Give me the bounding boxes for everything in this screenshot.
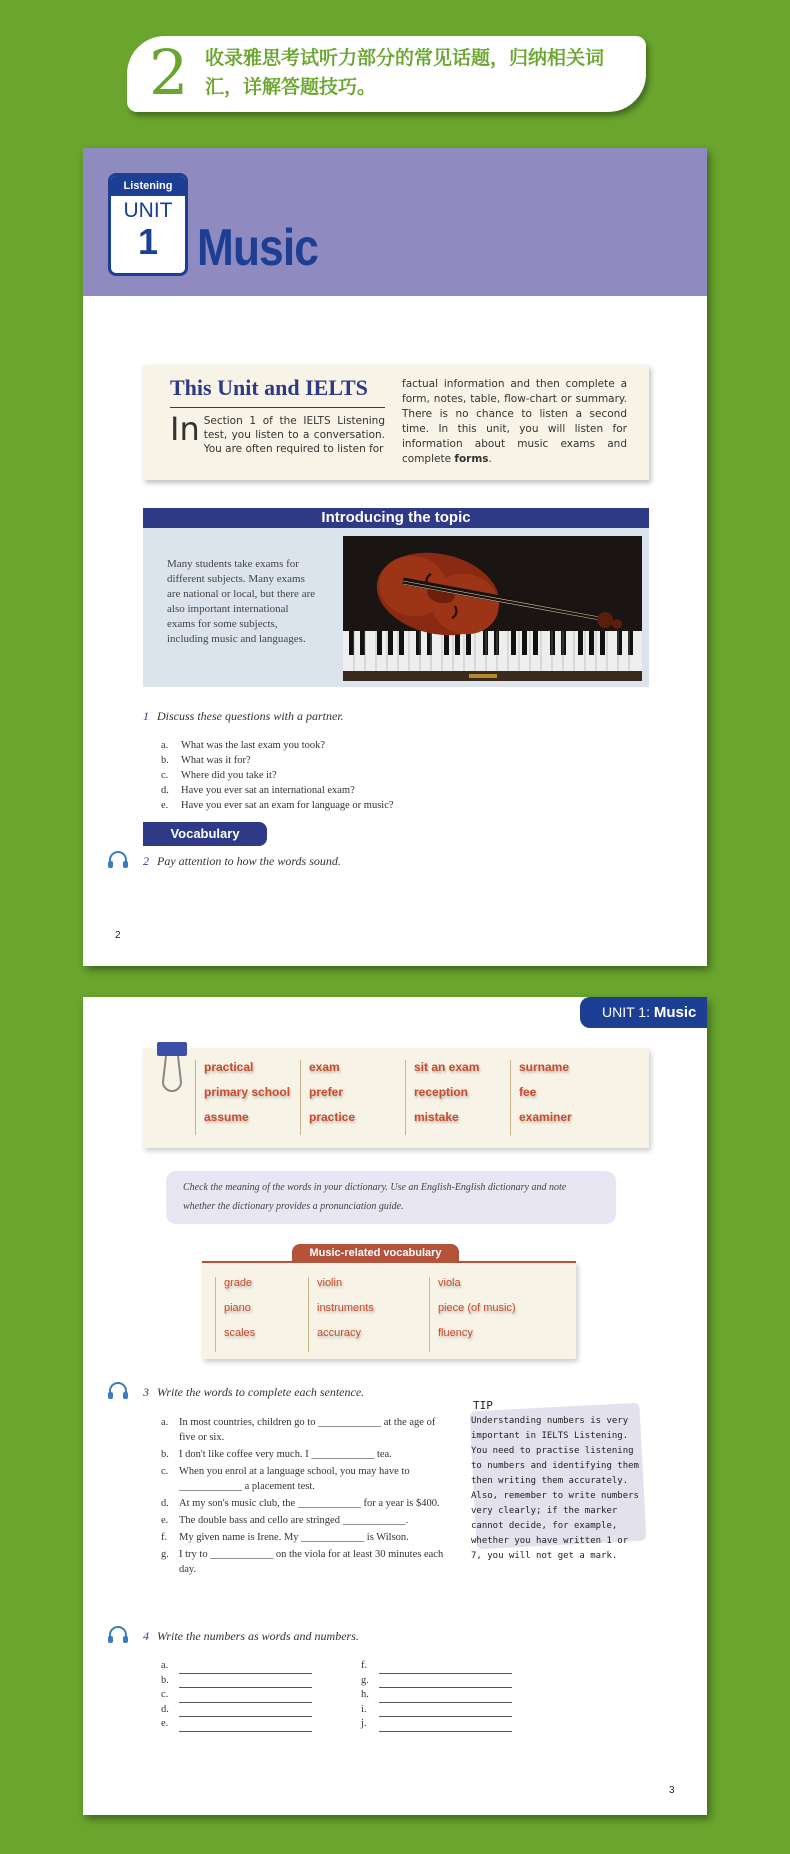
question-2-text: Pay attention to how the words sound. [157, 854, 341, 868]
word-item: assume [195, 1110, 300, 1135]
question-4-text: Write the numbers as words and numbers. [157, 1629, 359, 1643]
item-letter: a. [161, 1417, 169, 1428]
item-text: When you enrol at a language school, you may have to ____________ a placement test. [179, 1466, 410, 1492]
word-grid [195, 1060, 615, 1135]
item-letter: d. [161, 785, 169, 796]
word-item: primary school [195, 1085, 300, 1110]
answer-line[interactable] [379, 1664, 512, 1674]
answer-letter: f. [361, 1660, 368, 1671]
music-word: piano [215, 1302, 308, 1327]
intro-heading: Introducing the topic [143, 508, 649, 528]
answer-line[interactable] [379, 1722, 512, 1732]
violin-on-piano-image [343, 536, 642, 681]
tip-text: Understanding numbers is very important in IELTS Listening. You need to practise listening to numbers and identifying them then writing them accurately. Also, remember to write numbers very clearly; if the marker cannot decide, for example, whether you have written 1 or 7, you will not get a mark. [471, 1416, 639, 1561]
introducing-topic-box [143, 508, 649, 687]
answer-row [361, 1717, 512, 1732]
list-item [161, 1547, 451, 1577]
tip-title: TIP [473, 1399, 493, 1412]
item-text: In most countries, children go to ____________ at the age of five or six. [179, 1417, 436, 1443]
ielts-right-text [402, 377, 627, 467]
item-text: Where did you take it? [181, 770, 277, 781]
unit-tab [580, 997, 707, 1028]
item-text: What was the last exam you took? [181, 740, 326, 751]
banner-text: 收录雅思考试听力部分的常见话题，归纳相关词汇，详解答题技巧。 [205, 47, 605, 98]
dictionary-instruction: Check the meaning of the words in your dictionary. Use an English-English dictionary and note whether the dictionary provides a pronunciation guide. [166, 1171, 616, 1224]
music-word-grid [215, 1277, 559, 1352]
headphones-icon [106, 849, 130, 871]
answer-letter: d. [161, 1703, 169, 1715]
item-text: What was it for? [181, 755, 251, 766]
item-letter: c. [161, 1466, 169, 1477]
music-word: viola [429, 1277, 559, 1302]
question-1-text: Discuss these questions with a partner. [157, 709, 344, 723]
answer-row [361, 1674, 512, 1689]
answer-line[interactable] [179, 1693, 312, 1703]
ielts-right-end: . [488, 453, 492, 465]
list-item [161, 1447, 451, 1462]
item-letter: d. [161, 1498, 169, 1509]
item-text: At my son's music club, the ____________ for a year is $400. [179, 1498, 440, 1509]
answer-line[interactable] [179, 1707, 312, 1717]
item-letter: c. [161, 770, 169, 781]
music-word: accuracy [308, 1327, 429, 1352]
answer-line[interactable] [179, 1664, 312, 1674]
list-item [161, 1464, 451, 1494]
answer-line[interactable] [179, 1722, 312, 1732]
answer-letter: e. [161, 1718, 169, 1729]
binder-clip-icon [157, 1042, 187, 1100]
unit-title: Music [197, 219, 319, 277]
item-text: The double bass and cello are stringed ____________. [179, 1515, 409, 1526]
question-1-number: 1 [143, 709, 149, 723]
list-item [161, 798, 394, 813]
answer-letter: c. [161, 1689, 169, 1700]
ielts-right-body: factual information and then complete a form, notes, table, flow-chart or summary. There is no chance to listen a second time. In this unit, you will listen for information about music exams and complete [402, 378, 627, 465]
word-item: examiner [510, 1110, 615, 1135]
ielts-left-text [170, 410, 385, 456]
word-item: sit an exam [405, 1060, 510, 1085]
answer-letter: h. [361, 1689, 369, 1700]
item-letter: e. [161, 800, 169, 811]
answer-line[interactable] [379, 1707, 512, 1717]
answer-letter: j. [361, 1718, 367, 1729]
item-letter: e. [161, 1515, 169, 1526]
list-item [161, 1513, 451, 1528]
ielts-left-body: Section 1 of the IELTS Listening test, you listen to a conversation. You are often required to listen for [203, 415, 385, 455]
question-4-instruction [143, 1629, 359, 1644]
music-word: instruments [308, 1302, 429, 1327]
ielts-right-bold: forms [454, 453, 489, 465]
item-text: I try to ____________ on the viola for at least 30 minutes each day. [179, 1549, 444, 1575]
page-number: 3 [669, 1785, 675, 1796]
word-item: prefer [300, 1085, 405, 1110]
ielts-box-title: This Unit and IELTS [170, 375, 368, 400]
answer-line[interactable] [379, 1678, 512, 1688]
answer-letter: b. [161, 1674, 169, 1686]
music-word: fluency [429, 1327, 559, 1352]
answer-line[interactable] [379, 1693, 512, 1703]
item-letter: a. [161, 740, 169, 751]
page-number: 2 [115, 930, 121, 941]
unit-tab-prefix: UNIT 1: [602, 1004, 654, 1020]
answer-row [161, 1703, 312, 1718]
item-letter: b. [161, 1449, 169, 1460]
question-2-instruction [143, 854, 341, 869]
item-text: Have you ever sat an exam for language or music? [181, 800, 394, 811]
answer-letter: g. [361, 1674, 369, 1686]
item-letter: g. [161, 1549, 169, 1560]
question-1-instruction [143, 709, 344, 724]
music-word: scales [215, 1327, 308, 1352]
word-item: surname [510, 1060, 615, 1085]
unit-number: 1 [137, 221, 159, 262]
answer-row [361, 1659, 512, 1674]
unit-header [83, 148, 707, 296]
answer-row [361, 1703, 512, 1718]
headphones-icon [106, 1624, 130, 1646]
item-letter: f. [161, 1532, 168, 1543]
list-item [161, 783, 394, 798]
question-3-instruction [143, 1385, 364, 1400]
unit-label: Listening [111, 176, 185, 196]
banner-number: 2 [149, 36, 189, 109]
item-text: I don't like coffee very much. I ____________ tea. [179, 1449, 392, 1460]
this-unit-and-ielts-box [143, 365, 649, 480]
answer-letter: i. [361, 1703, 367, 1715]
word-item: fee [510, 1085, 615, 1110]
music-word: grade [215, 1277, 308, 1302]
word-item: practical [195, 1060, 300, 1085]
item-letter: b. [161, 755, 169, 766]
answer-row [161, 1717, 312, 1732]
list-item [161, 768, 394, 783]
intro-text: Many students take exams for different subjects. Many exams are national or local, but there are also important international exams for some subjects, including music and languages. [167, 558, 316, 645]
list-item [161, 1530, 451, 1545]
answer-row [161, 1688, 312, 1703]
music-vocabulary-card [202, 1247, 576, 1359]
music-vocabulary-rule [202, 1261, 576, 1263]
answer-column-right [361, 1659, 512, 1732]
answer-row [361, 1688, 512, 1703]
headphones-icon [106, 1380, 130, 1402]
list-item [161, 753, 394, 768]
list-item [161, 1496, 451, 1511]
question-2-number: 2 [143, 854, 149, 868]
tip-box [471, 1399, 646, 1561]
answer-row [161, 1674, 312, 1689]
answer-column-left [161, 1659, 312, 1732]
item-text: Have you ever sat an international exam? [181, 785, 355, 796]
music-word: violin [308, 1277, 429, 1302]
question-3-number: 3 [143, 1385, 149, 1399]
item-text: My given name is Irene. My ____________ is Wilson. [179, 1532, 409, 1543]
unit-word: UNIT [123, 199, 173, 222]
question-1-list [161, 738, 394, 813]
word-card [143, 1048, 649, 1148]
music-vocabulary-heading: Music-related vocabulary [292, 1244, 459, 1262]
question-4-number: 4 [143, 1629, 149, 1643]
question-3-list [161, 1415, 451, 1579]
question-3-text: Write the words to complete each sentence. [157, 1385, 365, 1399]
vocabulary-tab: Vocabulary [143, 822, 267, 846]
list-item [161, 1415, 451, 1445]
word-item: mistake [405, 1110, 510, 1135]
drop-cap: In [170, 410, 200, 448]
answer-line[interactable] [179, 1678, 312, 1688]
top-banner [127, 36, 646, 112]
answer-letter: a. [161, 1660, 169, 1671]
word-item: exam [300, 1060, 405, 1085]
unit-badge [108, 173, 188, 276]
page-2-listening-unit [83, 148, 707, 966]
word-item: reception [405, 1085, 510, 1110]
ielts-title-rule [170, 407, 385, 408]
music-word: piece (of music) [429, 1302, 559, 1327]
unit-tab-title: Music [653, 1004, 697, 1021]
page-3-vocabulary [83, 997, 707, 1815]
word-item: practice [300, 1110, 405, 1135]
answer-row [161, 1659, 312, 1674]
list-item [161, 738, 394, 753]
